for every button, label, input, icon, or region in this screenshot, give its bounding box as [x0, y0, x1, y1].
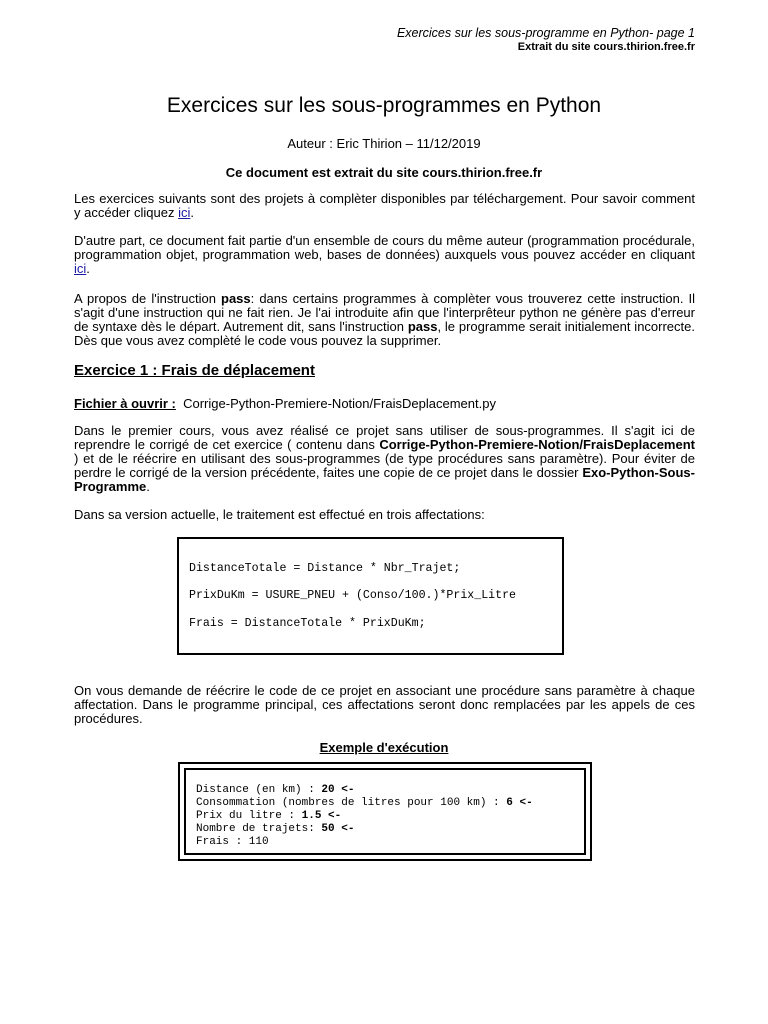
console-input: 6 <- — [506, 797, 533, 809]
intro-paragraph-1 — [74, 192, 695, 220]
ex1-text-c: ) et de le réécrire en utilisant des sous-programmes (de type procédures sans paramètre). Pour éviter de perdre le corrigé de la version précédente, faites une copie de ce projet dans le dossier — [74, 451, 695, 480]
extract-note: Ce document est extrait du site cours.thirion.free.fr — [225, 165, 543, 180]
file-to-open — [74, 396, 496, 411]
file-path: Corrige-Python-Premiere-Notion/FraisDeplacement.py — [183, 396, 496, 411]
code-line: DistanceTotale = Distance * Nbr_Trajet; — [189, 562, 461, 575]
page-header-title: Exercices sur les sous-programme en Python- page 1 — [396, 26, 695, 40]
console-prompt: Prix du litre : — [196, 810, 302, 822]
intro-end-2: . — [86, 261, 90, 276]
console-prompt: Consommation (nombres de litres pour 100 km) : — [196, 797, 507, 809]
exercise-1-paragraph-3: On vous demande de réécrire le code de ce projet en associant une procédure sans paramètre à chaque affectation. Dans le programme principal, ces affectations seront donc remplacées par les appels de ces procédures. — [74, 683, 695, 726]
code-line: Frais = DistanceTotale * PrixDuKm; — [189, 617, 426, 630]
pass-keyword-2: pass — [407, 319, 438, 334]
code-box — [177, 537, 564, 655]
file-label: Fichier à ouvrir : — [74, 396, 176, 411]
console-frame — [178, 762, 592, 861]
console-input: 50 <- — [321, 823, 355, 835]
ex1-text-e: . — [146, 479, 150, 494]
ex1-folder-target: Exo-Python-Sous-Programme — [74, 465, 695, 494]
console-inner-frame — [184, 768, 586, 855]
exercise-1-heading: Exercice 1 : Frais de déplacement — [74, 362, 315, 379]
intro-text-2: D'autre part, ce document fait partie d'un ensemble de cours du même auteur (programmation procédurale, programmation objet, programmation web, bases de données) auxquels vous pouvez accéder en cliquant — [74, 233, 695, 262]
document-title: Exercices sur les sous-programmes en Python — [166, 94, 602, 117]
intro-paragraph-2 — [74, 234, 695, 276]
author-line: Auteur : Eric Thirion – 11/12/2019 — [287, 136, 481, 151]
ex1-folder-source: Corrige-Python-Premiere-Notion/FraisDeplacement — [379, 437, 695, 452]
console-prompt: Nombre de trajets: — [196, 823, 322, 835]
console-input: 20 <- — [321, 784, 355, 796]
page-header-source: Extrait du site cours.thirion.free.fr — [517, 41, 695, 53]
exercise-1-paragraph-2: Dans sa version actuelle, le traitement est effectué en trois affectations: — [74, 507, 485, 522]
courses-link[interactable]: ici — [74, 261, 87, 276]
intro-paragraph-3 — [74, 292, 695, 348]
pass-text-c: : dans certains programmes à complèter vous trouverez cette instruction. Il s'agit d'une instruction qui ne fait rien. Je l'ai introduite afin que l'interprêteur python ne génère pas d'erreur de syntaxe dès le départ. Autrement dit, sans l'instruction — [74, 291, 695, 334]
pass-text-e: , le programme serait initialement incorrecte. Dès que vous avez complèté le code vous pouvez la supprimer. — [74, 319, 695, 348]
exercise-1-paragraph-1 — [74, 424, 695, 494]
console-prompt: Frais : 110 — [196, 836, 269, 848]
pass-text-a: A propos de l'instruction — [74, 291, 222, 306]
intro-end-1: . — [190, 205, 194, 220]
console-input: 1.5 <- — [301, 810, 342, 822]
example-heading: Exemple d'exécution — [319, 740, 449, 755]
code-line: PrixDuKm = USURE_PNEU + (Conso/100.)*Prix_Litre — [189, 589, 516, 602]
intro-text-1: Les exercices suivants sont des projets à complèter disponibles par téléchargement. Pour savoir comment y accéder cliquez — [74, 191, 695, 220]
pass-keyword: pass — [221, 291, 251, 306]
console-prompt: Distance (en km) : — [196, 784, 322, 796]
console-output — [196, 784, 533, 849]
ex1-text-a: Dans le premier cours, vous avez réalisé ce projet sans utiliser de sous-programmes. Il s'agit ici de reprendre le corrigé de cet exercice ( contenu dans — [74, 423, 695, 452]
download-link[interactable]: ici — [178, 205, 191, 220]
